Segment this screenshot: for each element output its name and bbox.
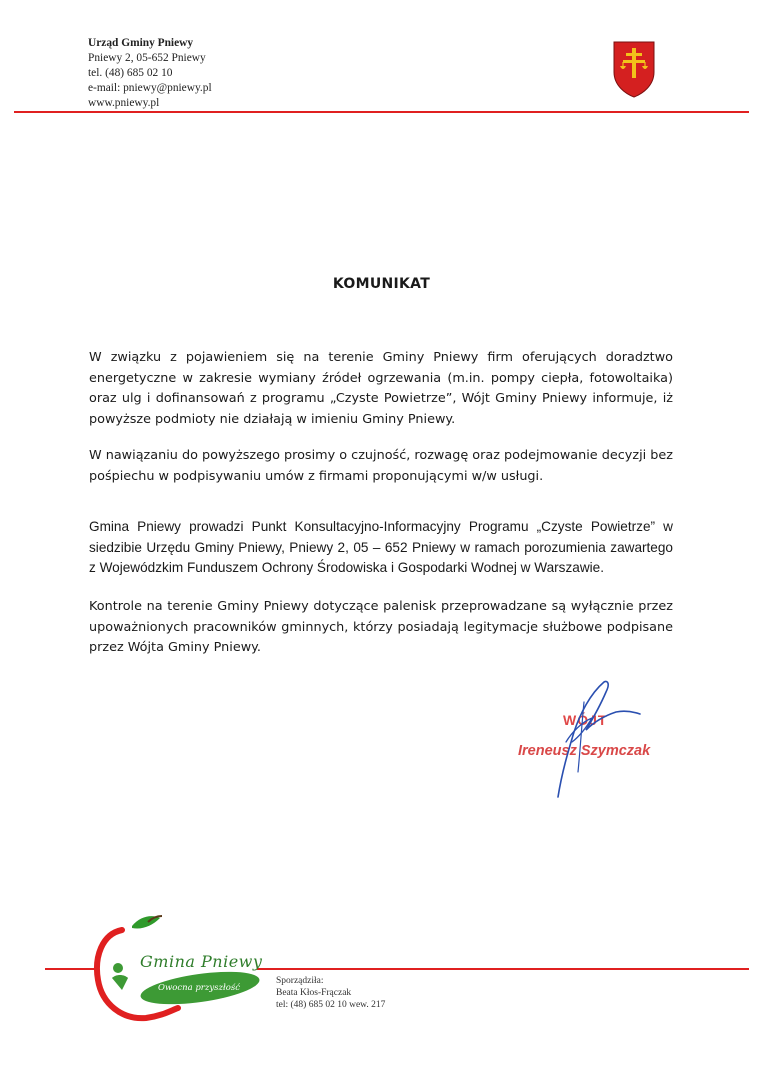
paragraph-2: W nawiązaniu do powyższego prosimy o czujność, rozwagę oraz podejmowanie decyzji bez pośpiechu w podpisywaniu umów z firmami proponującymi w/w usługi.: [89, 448, 673, 484]
coat-of-arms-icon: [612, 40, 656, 98]
office-phone: tel. (48) 685 02 10: [88, 67, 173, 79]
footer-divider-left: [45, 968, 97, 970]
paragraph-1: W związku z pojawieniem się na terenie Gminy Pniewy firm oferujących doradztwo energetyczne w zakresie wymiany źródeł ogrzewania (m.in. pompy ciepła, fotowoltaika) oraz ulg i dofinansowań z programu „Czyste Powietrze”, Wójt Gminy Pniewy informuje, iż powyższe podmioty nie działają w imieniu Gminy Pniewy.: [89, 350, 673, 427]
document-title: KOMUNIKAT: [332, 276, 431, 292]
header-divider: [14, 111, 749, 113]
footer-contact: [276, 975, 385, 1011]
logo-motto: Owocna przyszłość: [158, 983, 240, 993]
handwritten-signature: [500, 672, 670, 812]
signature-title: WÓJT: [563, 712, 608, 728]
footer-divider-right: [257, 968, 749, 970]
office-website: www.pniewy.pl: [88, 97, 160, 109]
signature-name: Ireneusz Szymczak: [518, 743, 651, 759]
prepared-by: Beata Kłos-Frączak: [276, 988, 352, 998]
office-address: Pniewy 2, 05-652 Pniewy: [88, 52, 206, 64]
paragraph-4: Kontrole na terenie Gminy Pniewy dotyczące palenisk przeprowadzane są wyłącznie przez upoważnionych pracowników gminnych, którzy posiadają legitymacje służbowe podpisane przez Wójta Gminy Pniewy.: [89, 599, 673, 655]
paragraph-3: Gmina Pniewy prowadzi Punkt Konsultacyjno-Informacyjny Programu „Czyste Powietrze” w siedzibie Urzędu Gminy Pniewy, Pniewy 2, 05 – 652 Pniewy w ramach porozumienia zawartego z Wojewódzkim Funduszem Ochrony Środowiska i Gospodarki Wodnej w Warszawie.: [89, 519, 673, 575]
office-name: Urząd Gminy Pniewy: [88, 37, 194, 49]
footer-phone: tel: (48) 685 02 10 wew. 217: [276, 1000, 386, 1010]
logo-name: Gmina Pniewy: [140, 952, 263, 971]
letterhead: [88, 36, 212, 111]
prepared-label: Sporządziła:: [276, 976, 324, 986]
office-email: e-mail: pniewy@pniewy.pl: [88, 82, 212, 94]
